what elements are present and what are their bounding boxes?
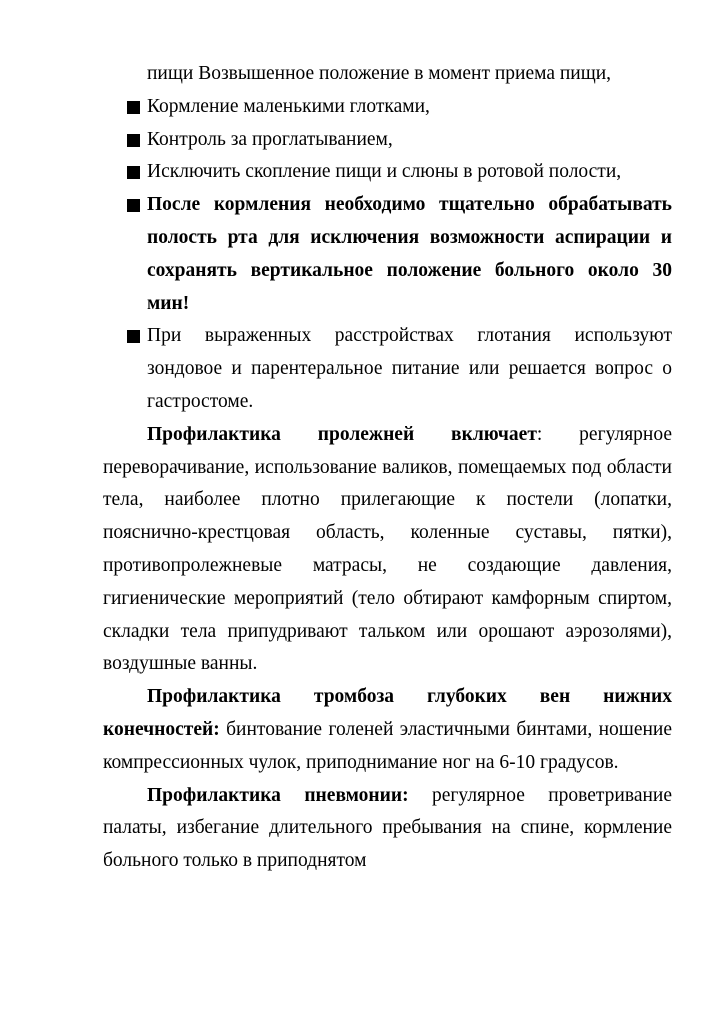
square-bullet-icon [127, 330, 140, 343]
square-bullet-icon [127, 166, 140, 179]
square-bullet-icon [127, 134, 140, 147]
list-item-text: Исключить скопление пищи и слюны в ротовой полости, [147, 161, 622, 183]
square-bullet-icon [127, 199, 140, 212]
list-item [103, 91, 672, 124]
paragraph-bedsore-prevention [103, 419, 672, 681]
paragraph-lead: Профилактика тромбоза глубоких вен нижних конечностей: [103, 686, 672, 740]
paragraph-lead: Профилактика пневмонии: [147, 784, 409, 806]
list-item-text: После кормления необходимо тщательно обрабатывать полость рта для исключения возможности аспирации и сохранять вертикальное положение больного около 30 мин! [147, 194, 672, 314]
list-item [103, 320, 672, 418]
bullet-list [103, 91, 672, 419]
paragraph-body: регулярное проветривание палаты, избегание длительного пребывания на спине, кормление больного только в приподнятом [103, 784, 673, 872]
paragraph-body: : регулярное переворачивание, использование валиков, помещаемых под области тела, наиболее плотно прилегающие к постели (лопатки, пояснично-крестцовая область, коленные суставы, пятки), противопролежневые матрасы, не создающие давления, гигиенические мероприятий (тело обтирают камфорным спиртом, складки тела припудривают тальком или орошают аэрозолями), воздушные ванны. [103, 423, 672, 675]
continued-line: пищи Возвышенное положение в момент приема пищи, [147, 63, 612, 84]
list-item-text: Кормление маленькими глотками, [147, 95, 430, 117]
paragraph-body: бинтование голеней эластичными бинтами, ношение компрессионных чулок, приподнимание ног на 6-10 градусов. [103, 718, 672, 773]
list-item [103, 124, 672, 157]
list-item-text: При выраженных расстройствах глотания используют зондовое и парентеральное питание или решается вопрос о гастростоме. [147, 325, 672, 412]
list-item-text: Контроль за проглатыванием, [147, 128, 393, 150]
list-item [103, 156, 672, 189]
paragraph-lead: Профилактика пролежней включает [147, 423, 537, 445]
paragraph-pneumonia-prevention [103, 780, 672, 878]
square-bullet-icon [127, 101, 140, 114]
document-page [103, 58, 672, 878]
list-item [103, 189, 672, 320]
paragraph-thrombosis-prevention [103, 681, 672, 779]
